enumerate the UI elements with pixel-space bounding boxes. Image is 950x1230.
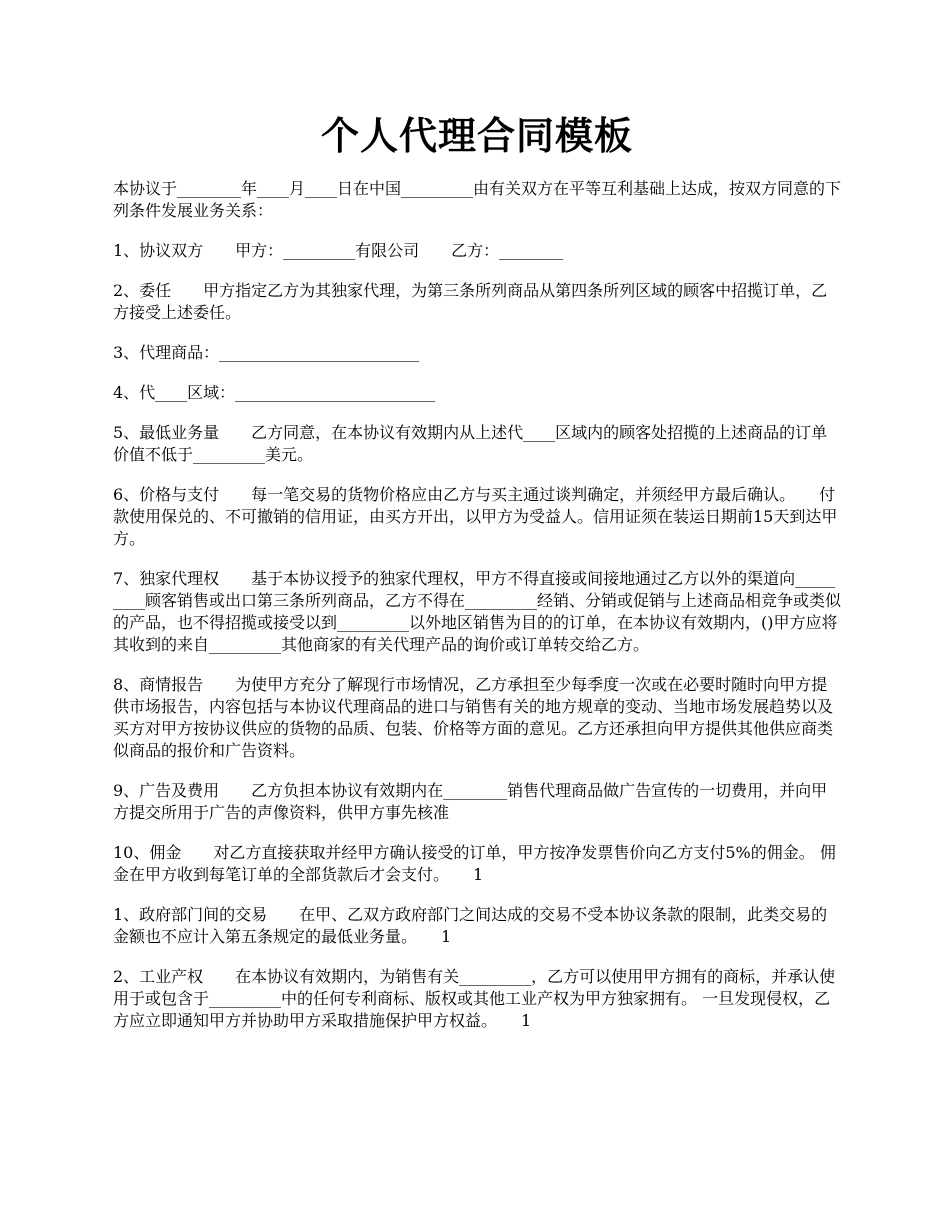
clause-government-trade: 1、政府部门间的交易 在甲、乙双方政府部门之间达成的交易不受本协议条款的限制，此类交易的金额也不应计入第五条规定的最低业务量。 1 [113,905,828,946]
clause-minimum-business: 5、最低业务量 乙方同意，在本协议有效期内从上述代____区域内的顾客处招揽的上述商品的订单价值不低于_________美元。 [113,423,828,464]
document-title: 个人代理合同模板 [320,113,633,158]
intro-paragraph: 本协议于________年____月____日在中国_________由有关双方在平等互利基础上达成，按双方同意的下列条件发展业务关系： [113,179,842,220]
clause-exclusive-rights: 7、独家代理权 基于本协议授予的独家代理权，甲方不得直接或间接地通过乙方以外的渠道向_________顾客销售或出口第三条所列商品，乙方不得在_________经销、分销或促销与上述商品相竞争或类似的产品，也不得招揽或接受以到_________以外地区销售为目的的订单，在本协议有效期内，()甲方应将其收到的来自_________其他商家的有关代理产品的询价或订单转交给乙方。 [113,569,842,654]
document-page [113,108,841,1050]
clause-commission: 10、佣金 对乙方直接获取并经甲方确认接受的订单，甲方按净发票售价向乙方支付5%的佣金。 佣金在甲方收到每笔订单的全部货款后才会支付。 1 [113,843,836,884]
clause-industrial-property: 2、工业产权 在本协议有效期内，为销售有关_________，乙方可以使用甲方拥有的商标，并承认使用于或包含于_________中的任何专利商标、版权或其他工业产权为甲方独家拥有。 一旦发现侵权，乙方应立即通知甲方并协助甲方采取措施保护甲方权益。 1 [113,967,836,1030]
clause-advertising: 9、广告及费用 乙方负担本协议有效期内在________销售代理商品做广告宣传的一切费用，并向甲方提交所用于广告的声像资料，供甲方事先核准 [113,781,828,822]
clause-appointment: 2、委任 甲方指定乙方为其独家代理，为第三条所列商品从第四条所列区域的顾客中招揽订单，乙方接受上述委任。 [113,281,828,322]
clause-parties: 1、协议双方 甲方：_________有限公司 乙方：________ [113,241,564,260]
clause-products: 3、代理商品：_________________________ [113,343,420,362]
clause-territory: 4、代____区域：_________________________ [113,383,436,402]
clause-market-report: 8、商情报告 为使甲方充分了解现行市场情况，乙方承担至少每季度一次或在必要时随时向甲方提供市场报告，内容包括与本协议代理商品的进口与销售有关的地方规章的变动、当地市场发展趋势以及买方对甲方按协议供应的货物的品质、包装、价格等方面的意见。乙方还承担向甲方提供其他供应商类似商品的报价和广告资料。 [113,675,834,760]
clause-price-payment: 6、价格与支付 每一笔交易的货物价格应由乙方与买主通过谈判确定，并须经甲方最后确认。 付款使用保兑的、不可撤销的信用证，由买方开出，以甲方为受益人。信用证须在装运日期前15天到达甲方。 [113,485,838,548]
